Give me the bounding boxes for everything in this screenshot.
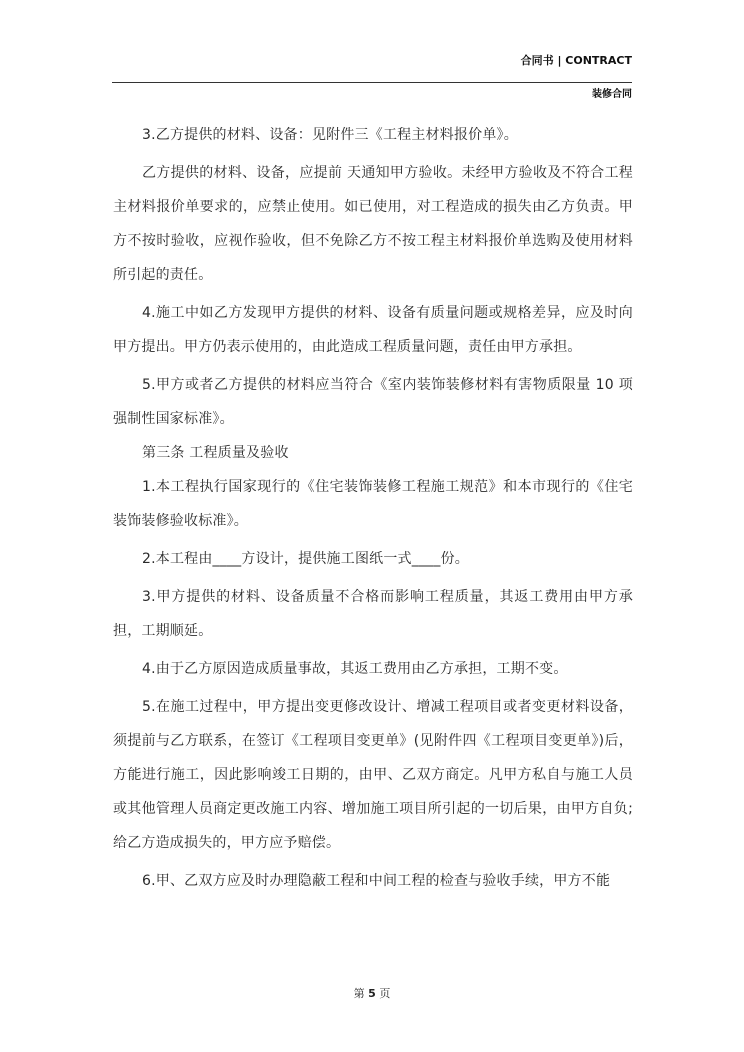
paragraph: 5.在施工过程中，甲方提出变更修改设计、增减工程项目或者变更材料设备，须提前与乙方联系，在签订《工程项目变更单》(见附件四《工程项目变更单》)后，方能进行施工，因此影响竣工日期的，由甲、乙双方商定。凡甲方私自与施工人员或其他管理人员商定更改施工内容、增加施工项目所引起的一切后果，由甲方自负;给乙方造成损失的，甲方应予赔偿。 — [113, 699, 633, 851]
paragraph: 4.施工中如乙方发现甲方提供的材料、设备有质量问题或规格差异，应及时向甲方提出。甲方仍表示使用的，由此造成工程质量问题，责任由甲方承担。 — [113, 305, 633, 355]
paragraph: 6.甲、乙双方应及时办理隐蔽工程和中间工程的检查与验收手续，甲方不能 — [142, 873, 611, 889]
header-subtitle: 装修合同 — [592, 89, 632, 100]
paragraph: 4.由于乙方原因造成质量事故，其返工费用由乙方承担，工期不变。 — [142, 661, 568, 677]
section-heading: 第三条 工程质量及验收 — [142, 445, 289, 461]
paragraph: 3.甲方提供的材料、设备质量不合格而影响工程质量，其返工费用由甲方承担，工期顺延。 — [113, 589, 633, 639]
document-body — [113, 118, 633, 898]
paragraph: 2.本工程由____方设计，提供施工图纸一式____份。 — [142, 551, 469, 567]
paragraph: 3.乙方提供的材料、设备：见附件三《工程主材料报价单》。 — [142, 127, 518, 143]
page-prefix: 第 — [353, 987, 365, 1000]
paragraph: 1.本工程执行国家现行的《住宅装饰装修工程施工规范》和本市现行的《住宅装饰装修验收标准》。 — [113, 479, 633, 529]
paragraph: 5.甲方或者乙方提供的材料应当符合《室内装饰装修材料有害物质限量 10 项强制性国家标准》。 — [113, 377, 633, 427]
paragraph: 乙方提供的材料、设备，应提前 天通知甲方验收。未经甲方验收及不符合工程主材料报价单要求的，应禁止使用。如已使用，对工程造成的损失由乙方负责。甲方不按时验收，应视作验收，但不免除乙方不按工程主材料报价单选购及使用材料所引起的责任。 — [113, 165, 633, 283]
header-title: 合同书 | CONTRACT — [520, 54, 632, 67]
page-number: 5 — [368, 987, 376, 1000]
header-divider — [112, 82, 632, 83]
page-suffix: 页 — [379, 987, 391, 1000]
page-footer — [0, 985, 744, 1001]
